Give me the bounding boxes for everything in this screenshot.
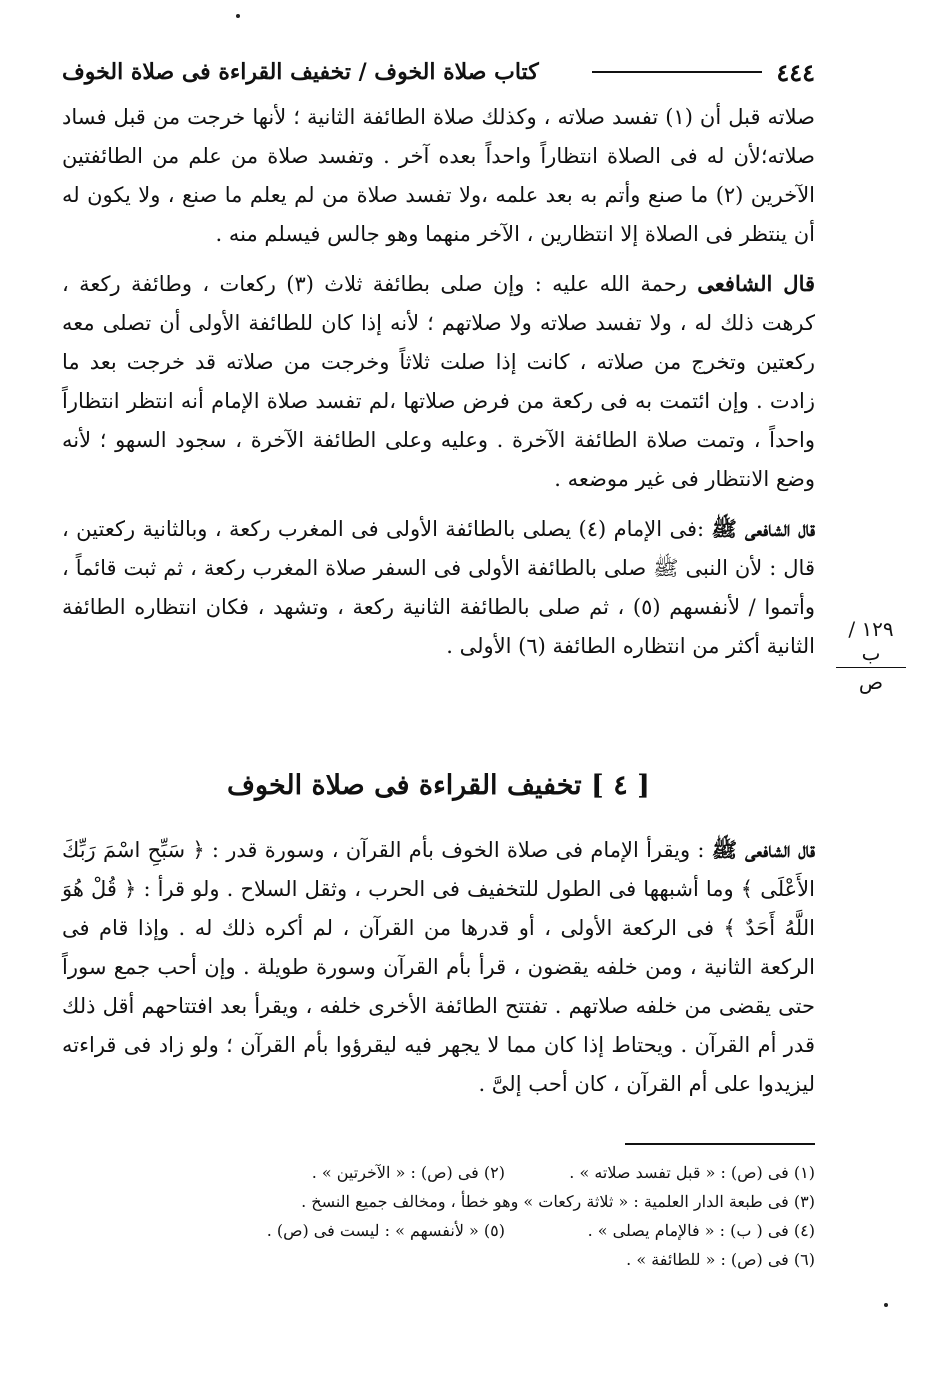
page-number: ٤٤٤ [776, 57, 815, 87]
running-title: كتاب صلاة الخوف / تخفيف القراءة فى صلاة الخوف [62, 59, 539, 85]
header-rule [592, 71, 762, 73]
footnote-row [62, 1187, 815, 1216]
footnote-5: (٥) « لأنفسهم » : ليست فى (ص) . [266, 1221, 505, 1240]
page-header [62, 52, 815, 92]
footnote-row [62, 1158, 815, 1187]
section-paragraph [62, 830, 815, 1104]
margin-ms-siglum: ص [858, 670, 884, 694]
footnote-4: (٤) فى ( ب) : « فالإمام يصلى » . [587, 1221, 815, 1240]
paragraph-2-lead: قال الشافعى [697, 271, 816, 296]
section-paragraph-lead: قال الشافعى ﷺ [711, 837, 815, 862]
scan-speck [236, 14, 240, 18]
footnote-3: (٣) فى طبعة الدار العلمية : « ثلاثة ركعات » وهو خطأ ، ومخالف جميع النسخ . [301, 1192, 815, 1211]
section-paragraph-text: : ويقرأ الإمام فى صلاة الخوف بأم القرآن ، وسورة قدر : ﴿ سَبِّحِ اسْمَ رَبِّكَ الأَعْلَى ﴾ وما أشبهها فى الطول للتخفيف فى الحرب ، وثقل السلاح . ولو قرأ : ﴿ قُلْ هُوَ اللَّهُ أَحَدٌ ﴾ فى الركعة الأولى ، أو قدرها من القرآن ، لم أكره ذلك له . وإذا قام فى الركعة الثانية ، ومن خلفه يقضون ، قرأ بأم القرآن وسورة طويلة . وإن أحب جمع سوراً حتى يقضى من خلفه صلاتهم . تفتتح الطائفة الأخرى خلفه ، ويقرأ بعد افتتاحهم أقل ذلك قدر أم القرآن . ويحتاط إذا كان مما لا يجهر فيه ليقرؤوا بأم القرآن ؛ ولو زاد فى قراءته ليزيدوا على أم القرآن ، كان أحب إلىَّ . [62, 838, 815, 1096]
section-text [62, 830, 815, 1114]
manuscript-margin-note [836, 617, 906, 694]
main-text [62, 98, 815, 676]
scan-speck [884, 1303, 888, 1307]
footnote-row [62, 1245, 815, 1274]
paragraph-1 [62, 98, 815, 254]
footnote-2: (٢) فى (ص) : « الآخرتين » . [311, 1163, 505, 1182]
footnote-rule [625, 1143, 815, 1145]
paragraph-1-text: صلاته قبل أن (١) تفسد صلاته ، وكذلك صلاة الطائفة الثانية ؛ لأنها خرجت من قبل فساد صلاته؛لأن له فى الصلاة انتظاراً واحداً بعده آخر . وتفسد صلاة من علم من الطائفتين الآخرين (٢) ما صنع وأتم به بعد علمه ،ولا تفسد صلاة من لم يعلم ما صنع ، ولا يكون له أن ينتظر فى الصلاة إلا انتظارين ، الآخر منهما وهو جالس فيسلم منه . [62, 105, 816, 246]
margin-folio-ref: ١٢٩ / ب [848, 617, 894, 665]
paragraph-2-text: رحمة الله عليه : وإن صلى بطائفة ثلاث (٣) ركعات ، وطائفة ركعة ، كرهت ذلك له ، ولا تفسد صلاته ولا صلاتهم ؛ لأنه إذا كان للطائفة الأولى أن تصلى معه ركعتين وتخرج من صلاته ، كانت إذا صلت ثلاثاً وخرجت من صلاته قد خرجت بعد ما زادت . وإن ائتمت به فى ركعة من فرض صلاتها ،لم تفسد صلاة الإمام أنه انتظر انتظاراً واحداً ، وتمت صلاة الطائفة الآخرة . وعليه وعلى الطائفة الآخرة ، سجود السهو ؛ لأنه وضع الانتظار فى غير موضعه . [62, 272, 815, 491]
footnotes [62, 1158, 815, 1274]
paragraph-3 [62, 509, 815, 666]
section-heading: [ ٤ ] تخفيف القراءة فى صلاة الخوف [227, 770, 650, 801]
paragraph-3-text: :فى الإمام (٤) يصلى بالطائفة الأولى فى المغرب ركعة ، وبالثانية ركعتين ، قال : لأن النبى ﷺ صلى بالطائفة الأولى فى السفر صلاة المغرب ركعة ، ثم ثبت قائماً ، وأتموا / لأنفسهم (٥) ، ثم صلى بالطائفة الثانية ركعة ، وتشهد ، فكان انتظاره الطائفة الثانية أكثر من انتظاره الطائفة (٦) الأولى . [62, 517, 815, 658]
paragraph-3-lead: قال الشافعى ﷺ [711, 516, 815, 541]
margin-rule [836, 667, 906, 668]
footnote-6: (٦) فى (ص) : « للطائفة » . [626, 1250, 815, 1269]
footnote-1: (١) فى (ص) : « قبل تفسد صلاته » . [569, 1163, 815, 1182]
paragraph-2 [62, 264, 815, 499]
footnote-row [62, 1216, 815, 1245]
